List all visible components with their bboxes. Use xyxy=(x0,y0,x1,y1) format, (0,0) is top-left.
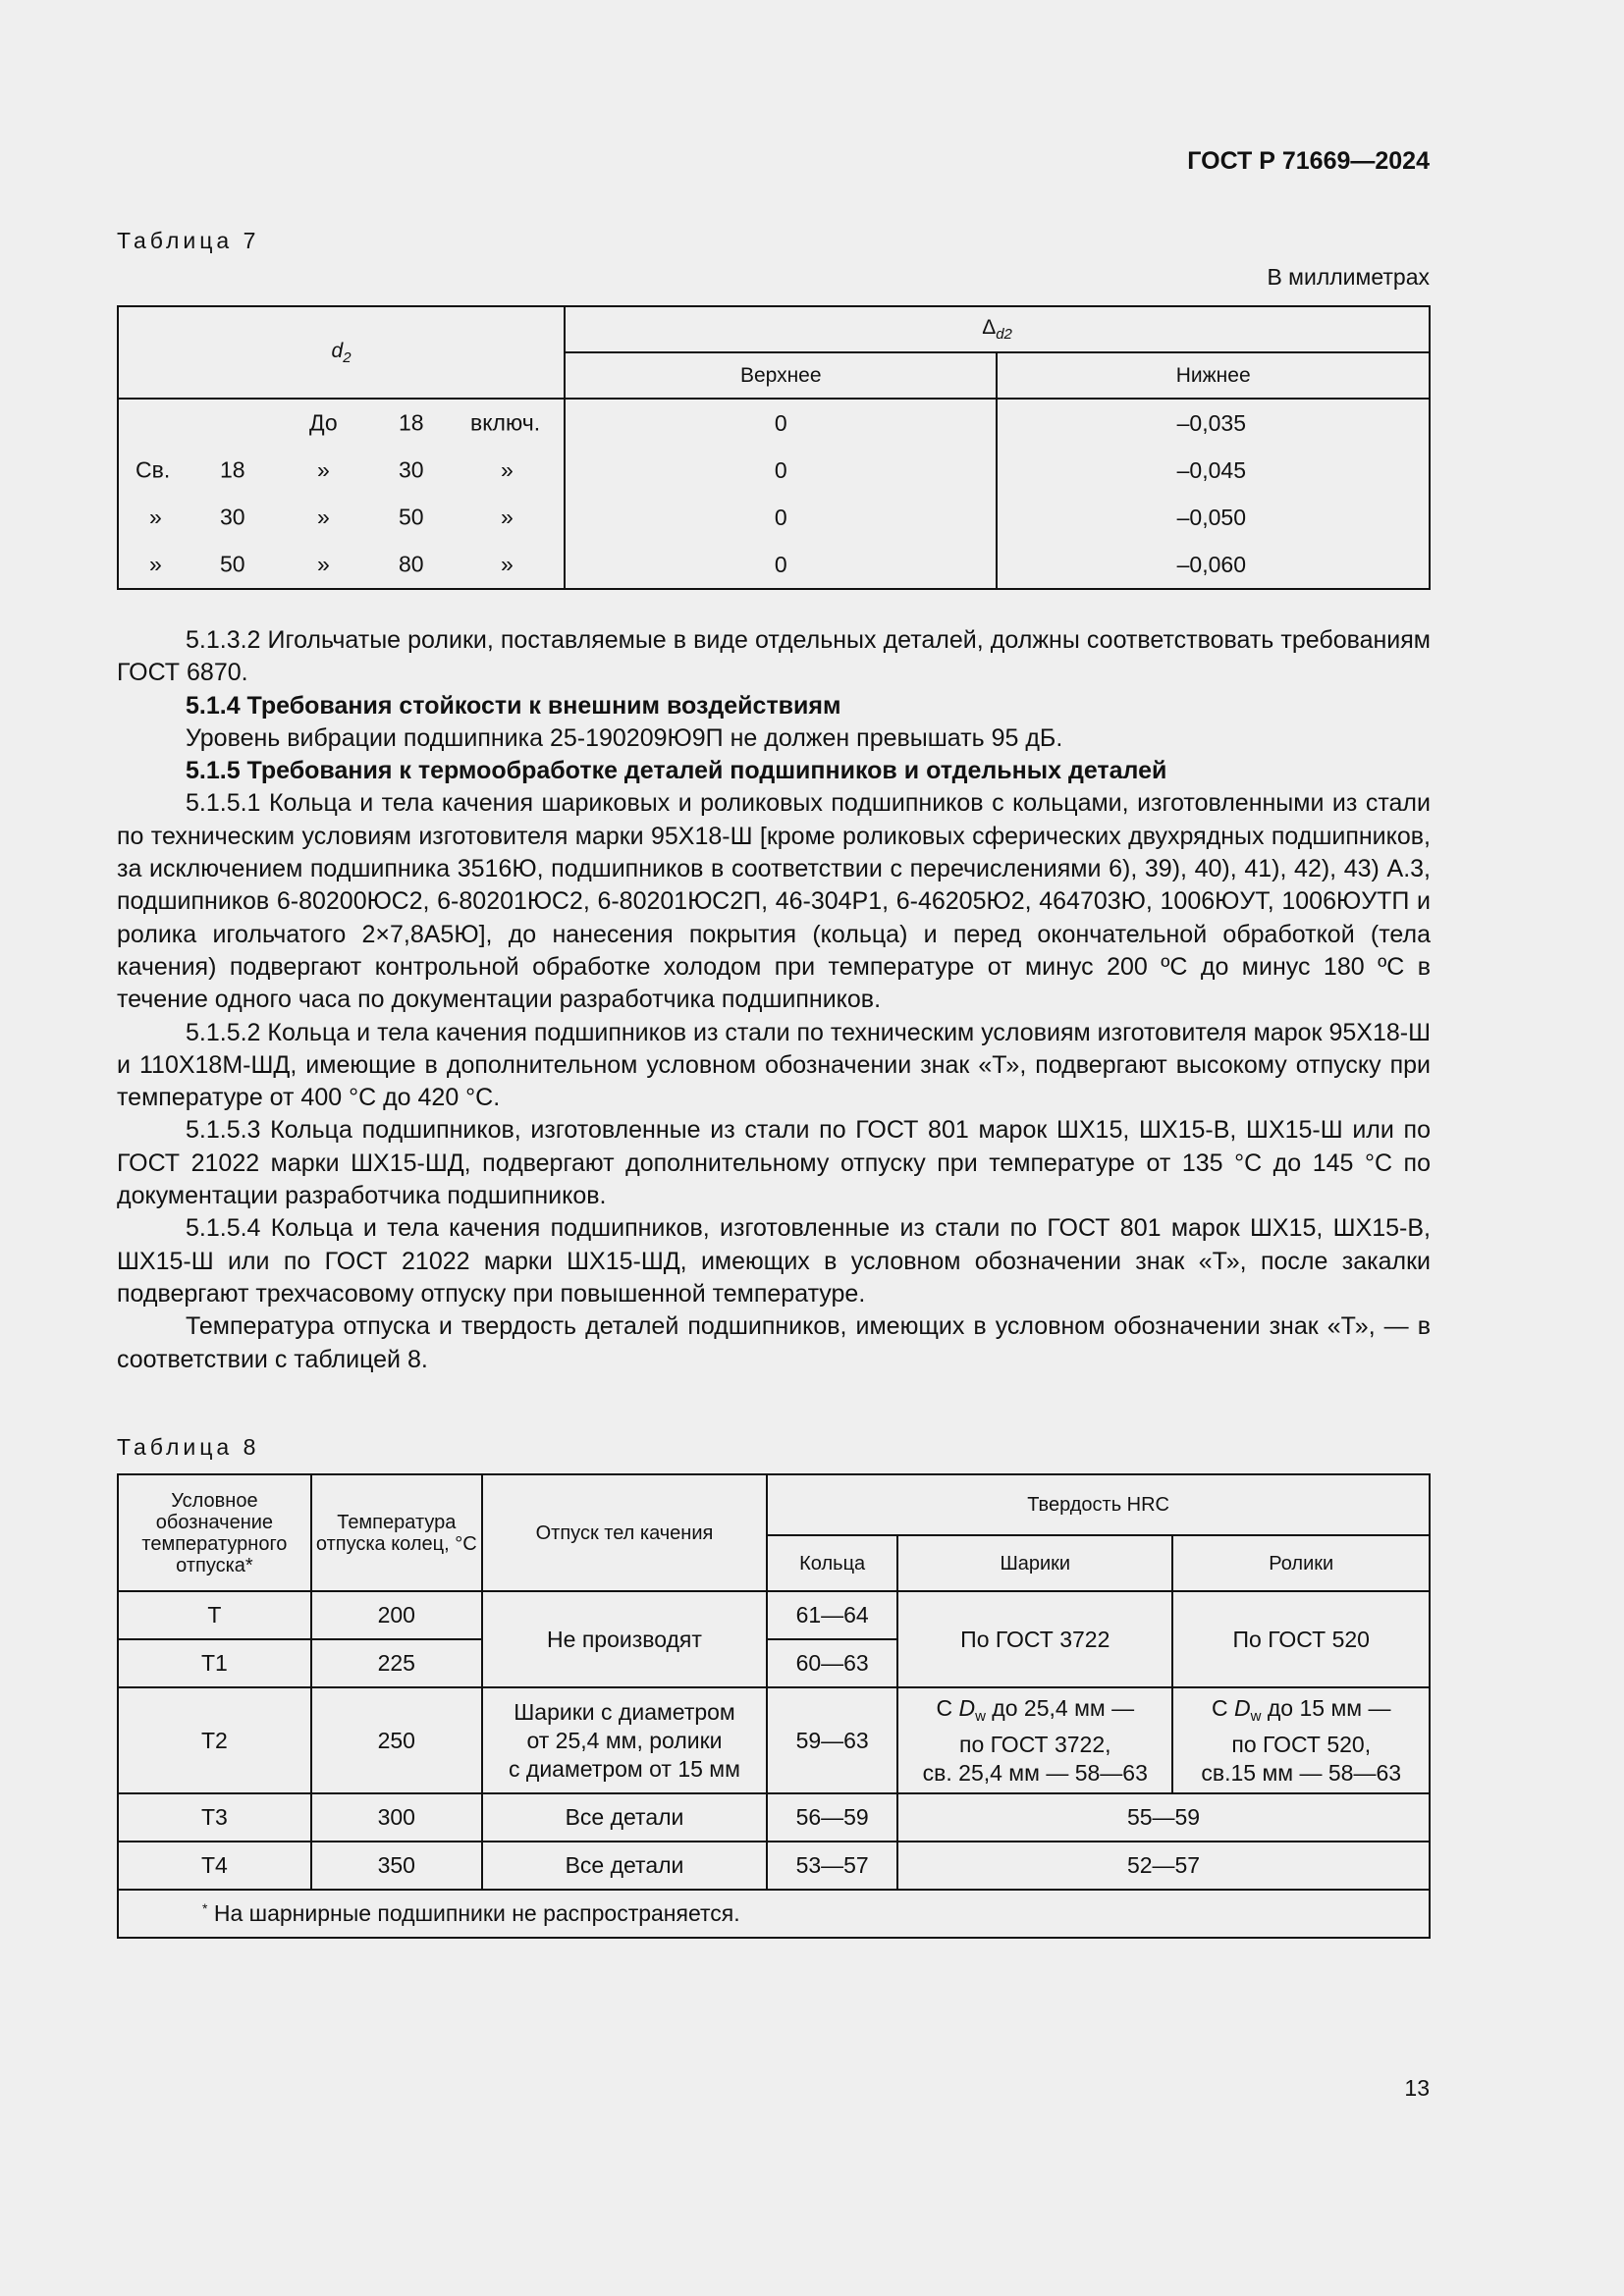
table8-header-rings: Кольца xyxy=(767,1535,897,1591)
table7-upper-value: 0 xyxy=(565,541,997,589)
table7-upper-value: 0 xyxy=(565,399,997,447)
table8-designation: Т3 xyxy=(118,1793,311,1842)
table7-range-cell: До 18 включ. xyxy=(118,399,565,447)
table8-temp: 350 xyxy=(311,1842,482,1890)
table-row xyxy=(118,1842,1430,1890)
table8-temp: 200 xyxy=(311,1591,482,1639)
table-row xyxy=(118,447,1430,494)
table8-rollers: С $D_w$ до 15 мм — по ГОСТ 520, св.15 мм — 58—63 xyxy=(1172,1687,1430,1793)
table8-header-tempering: Отпуск тел качения xyxy=(482,1474,768,1591)
table8-designation: Т1 xyxy=(118,1639,311,1687)
table8-balls-rollers: 52—57 xyxy=(897,1842,1430,1890)
table8-rollers: По ГОСТ 520 xyxy=(1172,1591,1430,1687)
paragraph-5-1-5-2: 5.1.5.2 Кольца и тела качения подшипников из стали по техническим условиям изготовителя марок 95Х18-Ш и 110Х18М-ШД, имеющие в дополнительном условном обозначении знак «Т», подвергают высокому отпуску при температуре от 400 °С до 420 °С. xyxy=(117,1018,1431,1112)
table-row xyxy=(118,1591,1430,1639)
table7-caption: Таблица 7 xyxy=(117,228,260,253)
paragraph-5-1-3-2: 5.1.3.2 Игольчатые ролики, поставляемые в виде отдельных деталей, должны соответствовать требованиям ГОСТ 6870. xyxy=(117,626,1431,687)
table-row xyxy=(118,1793,1430,1842)
table8-designation: Т4 xyxy=(118,1842,311,1890)
table8 xyxy=(117,1473,1431,1939)
heading-5-1-4: 5.1.4 Требования стойкости к внешним воздействиям xyxy=(186,691,841,720)
paragraph-vibration: Уровень вибрации подшипника 25-190209Ю9П не должен превышать 95 дБ. xyxy=(186,723,1063,752)
table8-rings: 53—57 xyxy=(767,1842,897,1890)
table-row xyxy=(118,399,1430,447)
table8-balls-rollers: 55—59 xyxy=(897,1793,1430,1842)
table7-lower-value: –0,035 xyxy=(997,399,1430,447)
page-number: 13 xyxy=(1404,2075,1430,2101)
table8-header-rollers: Ролики xyxy=(1172,1535,1430,1591)
table8-temp: 225 xyxy=(311,1639,482,1687)
table7-range-cell: » 50 » 80 » xyxy=(118,541,565,589)
table7-header-delta: $\Delta_{d2}$ xyxy=(565,306,1430,352)
table8-rings: 59—63 xyxy=(767,1687,897,1793)
table7-header-upper: Верхнее xyxy=(565,352,997,399)
paragraph-5-1-5-4: 5.1.5.4 Кольца и тела качения подшипников, изготовленные из стали по ГОСТ 801 марок ШХ15, ШХ15-В, ШХ15-Ш или по ГОСТ 21022 марки ШХ15-ШД, имеющих в условном обозначении знак «Т», после закалки подвергают трехчасовому отпуску при повышенной температуре. xyxy=(117,1214,1431,1308)
table7-upper-value: 0 xyxy=(565,494,997,541)
table7-lower-value: –0,045 xyxy=(997,447,1430,494)
table8-rings: 56—59 xyxy=(767,1793,897,1842)
table7-lower-value: –0,060 xyxy=(997,541,1430,589)
table8-caption: Таблица 8 xyxy=(117,1434,260,1460)
table7-units: В миллиметрах xyxy=(1267,264,1430,290)
table8-header-designation: Условное обозначение температурного отпуска* xyxy=(118,1474,311,1591)
body-text xyxy=(117,624,1431,1376)
table-row xyxy=(118,494,1430,541)
table7-range-cell: » 30 » 50 » xyxy=(118,494,565,541)
table-row xyxy=(118,541,1430,589)
table8-header-hardness: Твердость HRC xyxy=(767,1474,1430,1535)
table7-upper-value: 0 xyxy=(565,447,997,494)
table8-designation: Т2 xyxy=(118,1687,311,1793)
table8-balls: С $D_w$ до 25,4 мм — по ГОСТ 3722, св. 25,4 мм — 58—63 xyxy=(897,1687,1172,1793)
table7-lower-value: –0,050 xyxy=(997,494,1430,541)
table8-tempering: Шарики с диаметром от 25,4 мм, ролики с диаметром от 15 мм xyxy=(482,1687,768,1793)
table7-range-cell: Св. 18 » 30 » xyxy=(118,447,565,494)
table8-designation: Т xyxy=(118,1591,311,1639)
table8-rings: 61—64 xyxy=(767,1591,897,1639)
table8-tempering: Не производят xyxy=(482,1591,768,1687)
paragraph-5-1-5-3: 5.1.5.3 Кольца подшипников, изготовленные из стали по ГОСТ 801 марок ШХ15, ШХ15-В, ШХ15-Ш или по ГОСТ 21022 марки ШХ15-ШД, подвергают дополнительному отпуску при температуре от 135 °С до 145 °С по документации разработчика подшипников. xyxy=(117,1116,1431,1210)
table8-tempering: Все детали xyxy=(482,1842,768,1890)
paragraph-table8-ref: Температура отпуска и твердость деталей подшипников, имеющих в условном обозначении знак «Т», — в соответствии с таблицей 8. xyxy=(117,1312,1431,1373)
table8-temp: 250 xyxy=(311,1687,482,1793)
table8-rings: 60—63 xyxy=(767,1639,897,1687)
table8-footnote: * На шарнирные подшипники не распространяется. xyxy=(118,1890,1430,1938)
table-row xyxy=(118,1687,1430,1793)
table8-header-balls: Шарики xyxy=(897,1535,1172,1591)
table7-header-d2: $d_2$ xyxy=(118,306,565,399)
table7 xyxy=(117,305,1431,590)
paragraph-5-1-5-1: 5.1.5.1 Кольца и тела качения шариковых и роликовых подшипников с кольцами, изготовленными из стали по техническим условиям изготовителя марки 95Х18-Ш [кроме роликовых сферических двухрядных подшипников, за исключением подшипника 3516Ю, подшипников в соответствии с перечислениями 6), 39), 40), 41), 42), 43) А.3, подшипников 6-80200ЮС2, 6-80201ЮС2, 6-80201ЮС2П, 46-304Р1, 6-46205Ю2, 464703Ю, 1006ЮУТ, 1006ЮУТП и ролика игольчатого 2×7,8А5Ю], до нанесения покрытия (кольца) и перед окончательной обработкой (тела качения) подвергают контрольной обработке холодом при температуре от минус 200 ºС до минус 180 ºС в течение одного часа по документации разработчика подшипников. xyxy=(117,789,1431,1014)
table7-header-lower: Нижнее xyxy=(997,352,1430,399)
table-row xyxy=(118,1890,1430,1938)
document-code: ГОСТ Р 71669—2024 xyxy=(1187,147,1430,175)
table8-header-temp: Температура отпуска колец, °С xyxy=(311,1474,482,1591)
heading-5-1-5: 5.1.5 Требования к термообработке деталей подшипников и отдельных деталей xyxy=(186,757,1167,785)
table8-balls: По ГОСТ 3722 xyxy=(897,1591,1172,1687)
table8-tempering: Все детали xyxy=(482,1793,768,1842)
table8-temp: 300 xyxy=(311,1793,482,1842)
